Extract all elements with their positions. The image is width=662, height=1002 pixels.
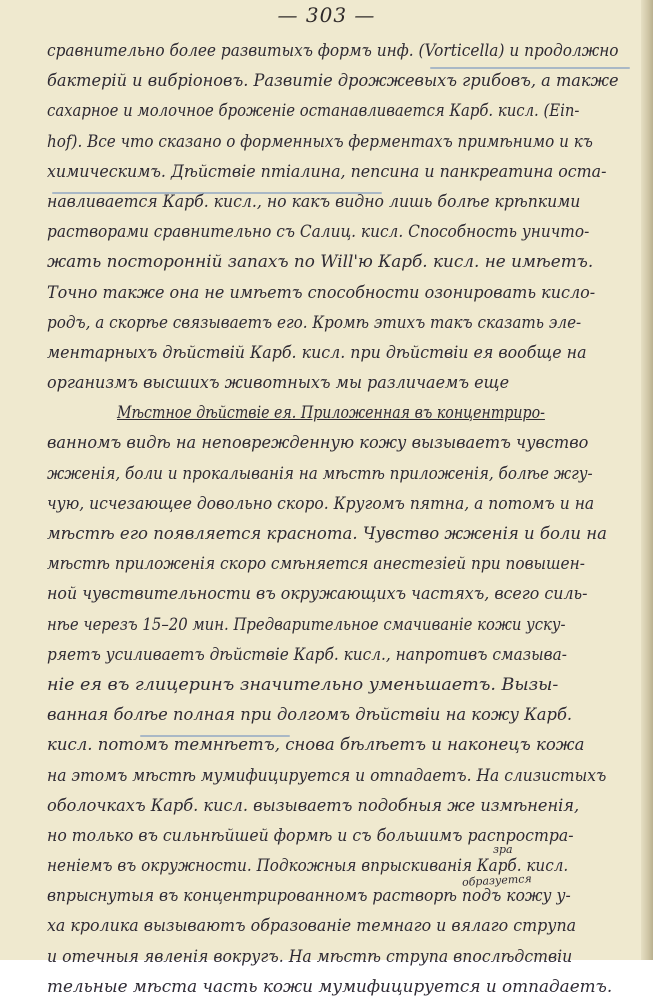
manuscript-line: жать посторонній запахъ по Will'ю Карб. кисл. не имѣетъ.: [47, 252, 594, 272]
manuscript-line: сахарное и молочное броженіе останавливается Карб. кисл. (Ein-: [47, 101, 580, 121]
page-edge-shadow: [641, 0, 653, 960]
manuscript-line: мѣстѣ его появляется краснота. Чувство жженія и боли на: [47, 524, 607, 543]
manuscript-line: оболочкахъ Карб. кисл. вызываетъ подобныя же измѣненія,: [47, 795, 580, 815]
manuscript-line: жженія, боли и прокалыванія на мѣстѣ приложенія, болѣе жгу-: [47, 463, 593, 483]
interlinear-insertion: образуется: [461, 872, 532, 889]
manuscript-line: навливается Карб. кисл., но какъ видно лишь болѣе крѣпкими: [47, 191, 581, 211]
manuscript-line: впрыснутыя въ концентрированномъ растворѣ подъ кожу у-: [47, 886, 571, 906]
manuscript-line: сравнительно более развитыхъ формъ инф. (Vorticella) и продолжно: [47, 41, 619, 60]
manuscript-line: мѣстѣ приложенія скоро смѣняется анестезіей при повышен-: [47, 554, 585, 574]
manuscript-line: кисл. потомъ темнѣетъ, снова бѣлѣетъ и наконецъ кожа: [47, 735, 585, 755]
manuscript-text: [47, 36, 632, 1002]
manuscript-line: нѣе черезъ 15–20 мин. Предварительное смачиваніе кожи уску-: [47, 614, 566, 634]
manuscript-line: бактерій и вибріоновъ. Развитіе дрожжевыхъ грибовъ, а также: [47, 71, 619, 91]
manuscript-line: ряетъ усиливаетъ дѣйствіе Карб. кисл., напротивъ смазыва-: [47, 644, 567, 664]
manuscript-line: ментарныхъ дѣйствій Карб. кисл. при дѣйствіи ея вообще на: [47, 342, 587, 362]
manuscript-line: растворами сравнительно съ Салиц. кисл. Способность уничто-: [47, 222, 590, 242]
manuscript-line: но только въ сильнѣйшей формѣ и съ большимъ распростра-: [47, 825, 574, 845]
manuscript-line: родъ, а скорѣе связываетъ его. Кромѣ этихъ такъ сказать эле-: [47, 312, 582, 332]
interlinear-insertion: зра: [493, 843, 513, 856]
manuscript-line: химическимъ. Дѣйствіе птіалина, пепсина и панкреатина оста-: [47, 161, 607, 181]
manuscript-line: ха кролика вызываютъ образованіе темнаго и вялаго струпа: [47, 916, 577, 936]
manuscript-line: тельные мѣста часть кожи мумифицируется и отпадаетъ.: [47, 976, 613, 996]
manuscript-line: Мѣстное дѣйствіе ея. Приложенная въ концентриро-: [117, 403, 545, 423]
manuscript-line: и отечныя явленія вокругъ. На мѣстѣ струпа впослѣдствіи: [47, 946, 573, 966]
manuscript-line: организмъ высшихъ животныхъ мы различаемъ еще: [47, 373, 510, 393]
manuscript-line: ніе ея въ глицеринъ значительно уменьшаетъ. Вызы-: [47, 674, 559, 694]
manuscript-line: ванная болѣе полная при долгомъ дѣйствіи на кожу Карб.: [47, 705, 573, 725]
manuscript-line: ванномъ видѣ на неповрежденную кожу вызываетъ чувство: [47, 433, 589, 453]
manuscript-line: чую, исчезающее довольно скоро. Кругомъ пятна, а потомъ и на: [47, 493, 595, 513]
manuscript-line: неніемъ въ окружности. Подкожныя впрыскиванія Карб. кисл.: [47, 856, 569, 876]
manuscript-line: Точно также она не имѣетъ способности озонировать кисло-: [47, 282, 596, 302]
manuscript-line: hof). Все что сказано о форменныхъ ферментахъ примѣнимо и къ: [47, 131, 593, 151]
manuscript-line: ной чувствительности въ окружающихъ частяхъ, всего силь-: [47, 584, 588, 604]
page-number: — 303 —: [277, 3, 376, 27]
manuscript-line: на этомъ мѣстѣ мумифицируется и отпадаетъ. На слизистыхъ: [47, 765, 607, 785]
